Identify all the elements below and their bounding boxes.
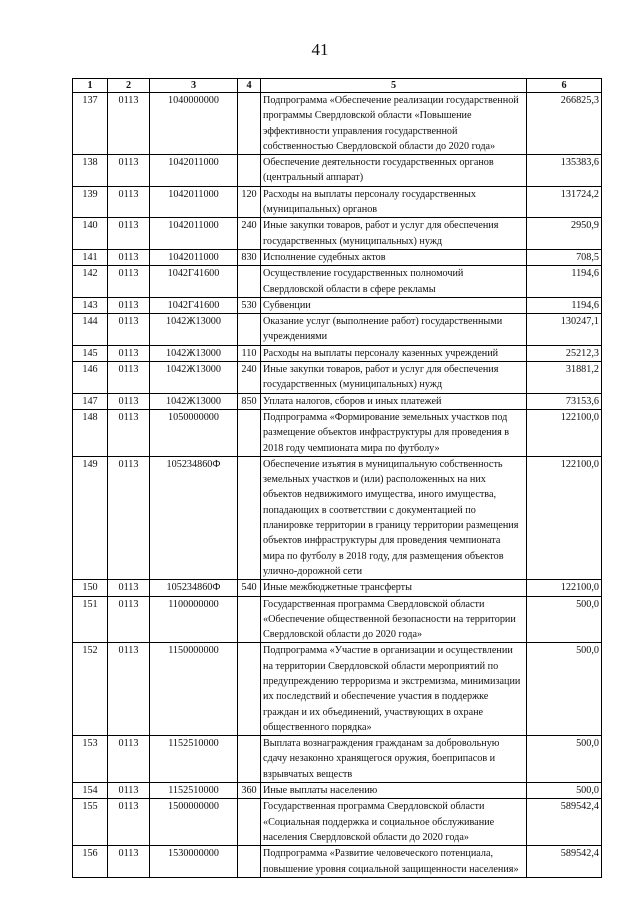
- table-row: [73, 596, 602, 643]
- amount-cell: 708,5: [527, 249, 602, 265]
- amount-cell: 500,0: [527, 783, 602, 799]
- col-header-2: 2: [108, 79, 150, 93]
- target-article-cell: 1530000000: [150, 846, 238, 878]
- expense-type-cell: [238, 596, 261, 643]
- amount-cell: 130247,1: [527, 314, 602, 346]
- target-article-cell: 105234860Ф: [150, 580, 238, 596]
- item-name-cell: Иные выплаты населению: [261, 783, 527, 799]
- col-header-3: 3: [150, 79, 238, 93]
- row-number-cell: 153: [73, 736, 108, 783]
- table-row: [73, 580, 602, 596]
- row-number-cell: 140: [73, 218, 108, 250]
- row-number-cell: 155: [73, 799, 108, 846]
- row-number-cell: 137: [73, 93, 108, 155]
- table-row: [73, 186, 602, 218]
- section-code-cell: 0113: [108, 249, 150, 265]
- col-header-6: 6: [527, 79, 602, 93]
- section-code-cell: 0113: [108, 314, 150, 346]
- amount-cell: 135383,6: [527, 155, 602, 187]
- amount-cell: 122100,0: [527, 409, 602, 456]
- section-code-cell: 0113: [108, 266, 150, 298]
- item-name-cell: Иные закупки товаров, работ и услуг для обеспечения государственных (муниципальных) нужд: [261, 218, 527, 250]
- amount-cell: 1194,6: [527, 266, 602, 298]
- table-row: [73, 266, 602, 298]
- target-article-cell: 1042011000: [150, 155, 238, 187]
- target-article-cell: 1042Ж13000: [150, 345, 238, 361]
- section-code-cell: 0113: [108, 846, 150, 878]
- section-code-cell: 0113: [108, 783, 150, 799]
- expense-type-cell: [238, 736, 261, 783]
- amount-cell: 31881,2: [527, 362, 602, 394]
- target-article-cell: 1042Г41600: [150, 266, 238, 298]
- amount-cell: 500,0: [527, 643, 602, 736]
- amount-cell: 1194,6: [527, 297, 602, 313]
- row-number-cell: 141: [73, 249, 108, 265]
- amount-cell: 266825,3: [527, 93, 602, 155]
- item-name-cell: Уплата налогов, сборов и иных платежей: [261, 393, 527, 409]
- amount-cell: 25212,3: [527, 345, 602, 361]
- expense-type-cell: 240: [238, 362, 261, 394]
- col-header-5: 5: [261, 79, 527, 93]
- target-article-cell: 1150000000: [150, 643, 238, 736]
- expense-type-cell: [238, 409, 261, 456]
- target-article-cell: 1050000000: [150, 409, 238, 456]
- row-number-cell: 142: [73, 266, 108, 298]
- amount-cell: 131724,2: [527, 186, 602, 218]
- amount-cell: 2950,9: [527, 218, 602, 250]
- table-row: [73, 799, 602, 846]
- item-name-cell: Иные межбюджетные трансферты: [261, 580, 527, 596]
- row-number-cell: 144: [73, 314, 108, 346]
- row-number-cell: 151: [73, 596, 108, 643]
- target-article-cell: 1100000000: [150, 596, 238, 643]
- section-code-cell: 0113: [108, 155, 150, 187]
- target-article-cell: 1042Ж13000: [150, 362, 238, 394]
- row-number-cell: 146: [73, 362, 108, 394]
- table-row: [73, 362, 602, 394]
- expense-type-cell: [238, 799, 261, 846]
- col-header-1: 1: [73, 79, 108, 93]
- expense-type-cell: [238, 456, 261, 579]
- expense-type-cell: [238, 643, 261, 736]
- target-article-cell: 1042Ж13000: [150, 314, 238, 346]
- row-number-cell: 149: [73, 456, 108, 579]
- table-row: [73, 218, 602, 250]
- item-name-cell: Подпрограмма «Обеспечение реализации государственной программы Свердловской области «Повышение эффективности управления государственной собственностью Свердловской области до 2020 года»: [261, 93, 527, 155]
- target-article-cell: 1152510000: [150, 736, 238, 783]
- target-article-cell: 1152510000: [150, 783, 238, 799]
- item-name-cell: Подпрограмма «Участие в организации и осуществлении на территории Свердловской области мероприятий по предупреждению терроризма и экстремизма, минимизации их последствий и обеспечение участия в поддержке граждан и их объединений, участвующих в охране общественного порядка»: [261, 643, 527, 736]
- table-row: [73, 393, 602, 409]
- amount-cell: 589542,4: [527, 846, 602, 878]
- amount-cell: 500,0: [527, 736, 602, 783]
- table-row: [73, 297, 602, 313]
- table-row: [73, 345, 602, 361]
- section-code-cell: 0113: [108, 186, 150, 218]
- section-code-cell: 0113: [108, 362, 150, 394]
- row-number-cell: 147: [73, 393, 108, 409]
- item-name-cell: Обеспечение изъятия в муниципальную собственность земельных участков и (или) расположенных на них объектов недвижимого имущества, иного имущества, попадающих в соответствии с документацией по планировке территории в границу территории размещения объектов инфраструктуры для проведения чемпионата мира по футболу в 2018 году, для размещения объектов улично-дорожной сети: [261, 456, 527, 579]
- section-code-cell: 0113: [108, 736, 150, 783]
- item-name-cell: Подпрограмма «Развитие человеческого потенциала, повышение уровня социальной защищенности населения»: [261, 846, 527, 878]
- row-number-cell: 143: [73, 297, 108, 313]
- expense-type-cell: [238, 93, 261, 155]
- table-row: [73, 314, 602, 346]
- expense-type-cell: [238, 155, 261, 187]
- item-name-cell: Государственная программа Свердловской области «Обеспечение общественной безопасности на территории Свердловской области до 2020 года»: [261, 596, 527, 643]
- row-number-cell: 152: [73, 643, 108, 736]
- item-name-cell: Субвенции: [261, 297, 527, 313]
- table-row: [73, 155, 602, 187]
- row-number-cell: 138: [73, 155, 108, 187]
- target-article-cell: 1042Ж13000: [150, 393, 238, 409]
- table-row: [73, 736, 602, 783]
- amount-cell: 73153,6: [527, 393, 602, 409]
- amount-cell: 589542,4: [527, 799, 602, 846]
- table-row: [73, 456, 602, 579]
- section-code-cell: 0113: [108, 297, 150, 313]
- expense-type-cell: [238, 846, 261, 878]
- section-code-cell: 0113: [108, 218, 150, 250]
- section-code-cell: 0113: [108, 345, 150, 361]
- target-article-cell: 1042011000: [150, 218, 238, 250]
- section-code-cell: 0113: [108, 393, 150, 409]
- item-name-cell: Осуществление государственных полномочий Свердловской области в сфере рекламы: [261, 266, 527, 298]
- row-number-cell: 150: [73, 580, 108, 596]
- expense-type-cell: [238, 314, 261, 346]
- section-code-cell: 0113: [108, 643, 150, 736]
- target-article-cell: 1040000000: [150, 93, 238, 155]
- target-article-cell: 1500000000: [150, 799, 238, 846]
- item-name-cell: Государственная программа Свердловской области «Социальная поддержка и социальное обслуживание населения Свердловской области до 2020 года»: [261, 799, 527, 846]
- item-name-cell: Расходы на выплаты персоналу государственных (муниципальных) органов: [261, 186, 527, 218]
- item-name-cell: Обеспечение деятельности государственных органов (центральный аппарат): [261, 155, 527, 187]
- section-code-cell: 0113: [108, 456, 150, 579]
- item-name-cell: Выплата вознаграждения гражданам за добровольную сдачу незаконно хранящегося оружия, боеприпасов и взрывчатых веществ: [261, 736, 527, 783]
- section-code-cell: 0113: [108, 596, 150, 643]
- table-row: [73, 846, 602, 878]
- expense-type-cell: 830: [238, 249, 261, 265]
- target-article-cell: 1042011000: [150, 186, 238, 218]
- amount-cell: 500,0: [527, 596, 602, 643]
- expense-type-cell: 360: [238, 783, 261, 799]
- expense-type-cell: 530: [238, 297, 261, 313]
- budget-table: [72, 78, 602, 878]
- section-code-cell: 0113: [108, 580, 150, 596]
- col-header-4: 4: [238, 79, 261, 93]
- row-number-cell: 154: [73, 783, 108, 799]
- row-number-cell: 145: [73, 345, 108, 361]
- amount-cell: 122100,0: [527, 456, 602, 579]
- table-header-row: [73, 79, 602, 93]
- expense-type-cell: 120: [238, 186, 261, 218]
- section-code-cell: 0113: [108, 93, 150, 155]
- item-name-cell: Исполнение судебных актов: [261, 249, 527, 265]
- target-article-cell: 1042Г41600: [150, 297, 238, 313]
- item-name-cell: Подпрограмма «Формирование земельных участков под размещение объектов инфраструктуры для проведения в 2018 году чемпионата мира по футболу»: [261, 409, 527, 456]
- expense-type-cell: 850: [238, 393, 261, 409]
- target-article-cell: 105234860Ф: [150, 456, 238, 579]
- expense-type-cell: [238, 266, 261, 298]
- row-number-cell: 148: [73, 409, 108, 456]
- row-number-cell: 156: [73, 846, 108, 878]
- table-row: [73, 783, 602, 799]
- table-row: [73, 409, 602, 456]
- item-name-cell: Расходы на выплаты персоналу казенных учреждений: [261, 345, 527, 361]
- table-row: [73, 249, 602, 265]
- section-code-cell: 0113: [108, 799, 150, 846]
- table-row: [73, 93, 602, 155]
- page-number: 41: [311, 40, 329, 59]
- item-name-cell: Оказание услуг (выполнение работ) государственными учреждениями: [261, 314, 527, 346]
- expense-type-cell: 240: [238, 218, 261, 250]
- expense-type-cell: 540: [238, 580, 261, 596]
- item-name-cell: Иные закупки товаров, работ и услуг для обеспечения государственных (муниципальных) нужд: [261, 362, 527, 394]
- target-article-cell: 1042011000: [150, 249, 238, 265]
- row-number-cell: 139: [73, 186, 108, 218]
- expense-type-cell: 110: [238, 345, 261, 361]
- amount-cell: 122100,0: [527, 580, 602, 596]
- table-row: [73, 643, 602, 736]
- section-code-cell: 0113: [108, 409, 150, 456]
